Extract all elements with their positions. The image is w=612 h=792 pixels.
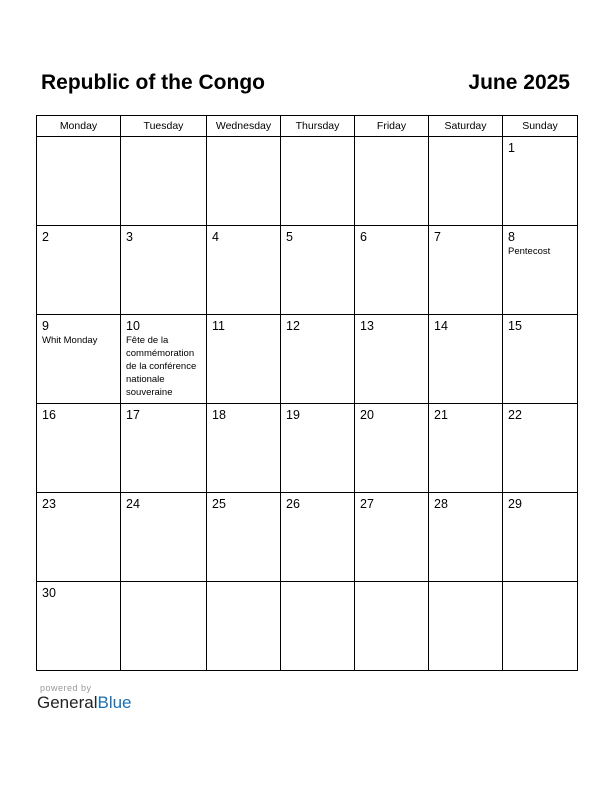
day-number: 26 (286, 497, 300, 511)
day-cell (281, 137, 355, 226)
week-row (37, 404, 578, 493)
day-cell (207, 315, 281, 404)
weekday-header: Thursday (281, 116, 355, 137)
day-cell (121, 493, 207, 582)
day-cell (121, 404, 207, 493)
day-cell (207, 404, 281, 493)
day-number: 18 (212, 408, 226, 422)
day-cell (355, 582, 429, 671)
day-number: 7 (434, 230, 441, 244)
weekday-header: Tuesday (121, 116, 207, 137)
day-cell (207, 226, 281, 315)
brand-general-text: General (37, 693, 98, 712)
day-number: 22 (508, 408, 522, 422)
day-cell (121, 137, 207, 226)
day-number: 10 (126, 319, 140, 333)
day-number: 13 (360, 319, 374, 333)
week-row (37, 137, 578, 226)
day-cell (37, 493, 121, 582)
weekday-header: Sunday (503, 116, 578, 137)
day-number: 29 (508, 497, 522, 511)
day-cell (503, 493, 578, 582)
day-cell (281, 404, 355, 493)
day-cell (207, 137, 281, 226)
day-number: 15 (508, 319, 522, 333)
holiday-label: Fête de la commémoration de la conférence nationale souveraine (126, 335, 197, 398)
day-cell (121, 582, 207, 671)
week-row (37, 226, 578, 315)
day-number: 25 (212, 497, 226, 511)
day-number: 8 (508, 230, 515, 244)
day-number: 12 (286, 319, 300, 333)
day-cell (429, 493, 503, 582)
holiday-label: Pentecost (508, 246, 551, 257)
weekday-header-row (37, 116, 578, 137)
day-number: 1 (508, 141, 515, 155)
day-number: 6 (360, 230, 367, 244)
day-cell (121, 315, 207, 404)
day-number: 17 (126, 408, 140, 422)
day-number: 4 (212, 230, 219, 244)
day-cell (207, 582, 281, 671)
day-cell (355, 137, 429, 226)
week-row (37, 493, 578, 582)
day-cell (281, 226, 355, 315)
day-number: 20 (360, 408, 374, 422)
day-number: 24 (126, 497, 140, 511)
day-cell (37, 226, 121, 315)
day-number: 23 (42, 497, 56, 511)
day-cell (37, 315, 121, 404)
weekday-header: Saturday (429, 116, 503, 137)
brand-blue-text: Blue (97, 693, 132, 712)
day-cell (503, 315, 578, 404)
day-cell (37, 404, 121, 493)
day-cell (121, 226, 207, 315)
holiday-label: Whit Monday (42, 335, 98, 346)
day-cell (355, 226, 429, 315)
day-cell (503, 404, 578, 493)
calendar-grid (36, 115, 578, 671)
day-cell (37, 137, 121, 226)
country-title: Republic of the Congo (41, 71, 265, 94)
day-number: 27 (360, 497, 374, 511)
weekday-header: Friday (355, 116, 429, 137)
weekday-header: Wednesday (207, 116, 281, 137)
day-cell (37, 582, 121, 671)
day-number: 9 (42, 319, 49, 333)
day-number: 28 (434, 497, 448, 511)
day-number: 11 (212, 319, 225, 333)
day-cell (281, 315, 355, 404)
day-cell (429, 226, 503, 315)
day-number: 16 (42, 408, 56, 422)
week-row (37, 315, 578, 404)
day-number: 21 (434, 408, 448, 422)
day-cell (355, 315, 429, 404)
day-cell (281, 582, 355, 671)
weekday-header: Monday (37, 116, 121, 137)
day-cell (429, 404, 503, 493)
day-number: 5 (286, 230, 293, 244)
day-number: 14 (434, 319, 448, 333)
day-cell (503, 582, 578, 671)
generalblue-logo[interactable] (37, 693, 132, 713)
week-row (37, 582, 578, 671)
day-cell (281, 493, 355, 582)
day-cell (355, 493, 429, 582)
day-number: 3 (126, 230, 133, 244)
day-number: 30 (42, 586, 56, 600)
day-number: 2 (42, 230, 49, 244)
day-cell (429, 315, 503, 404)
day-cell (429, 582, 503, 671)
powered-by-label: powered by (40, 683, 92, 693)
day-cell (503, 137, 578, 226)
day-cell (355, 404, 429, 493)
day-cell (503, 226, 578, 315)
day-cell (207, 493, 281, 582)
month-year-title: June 2025 (468, 71, 570, 94)
day-cell (429, 137, 503, 226)
day-number: 19 (286, 408, 300, 422)
